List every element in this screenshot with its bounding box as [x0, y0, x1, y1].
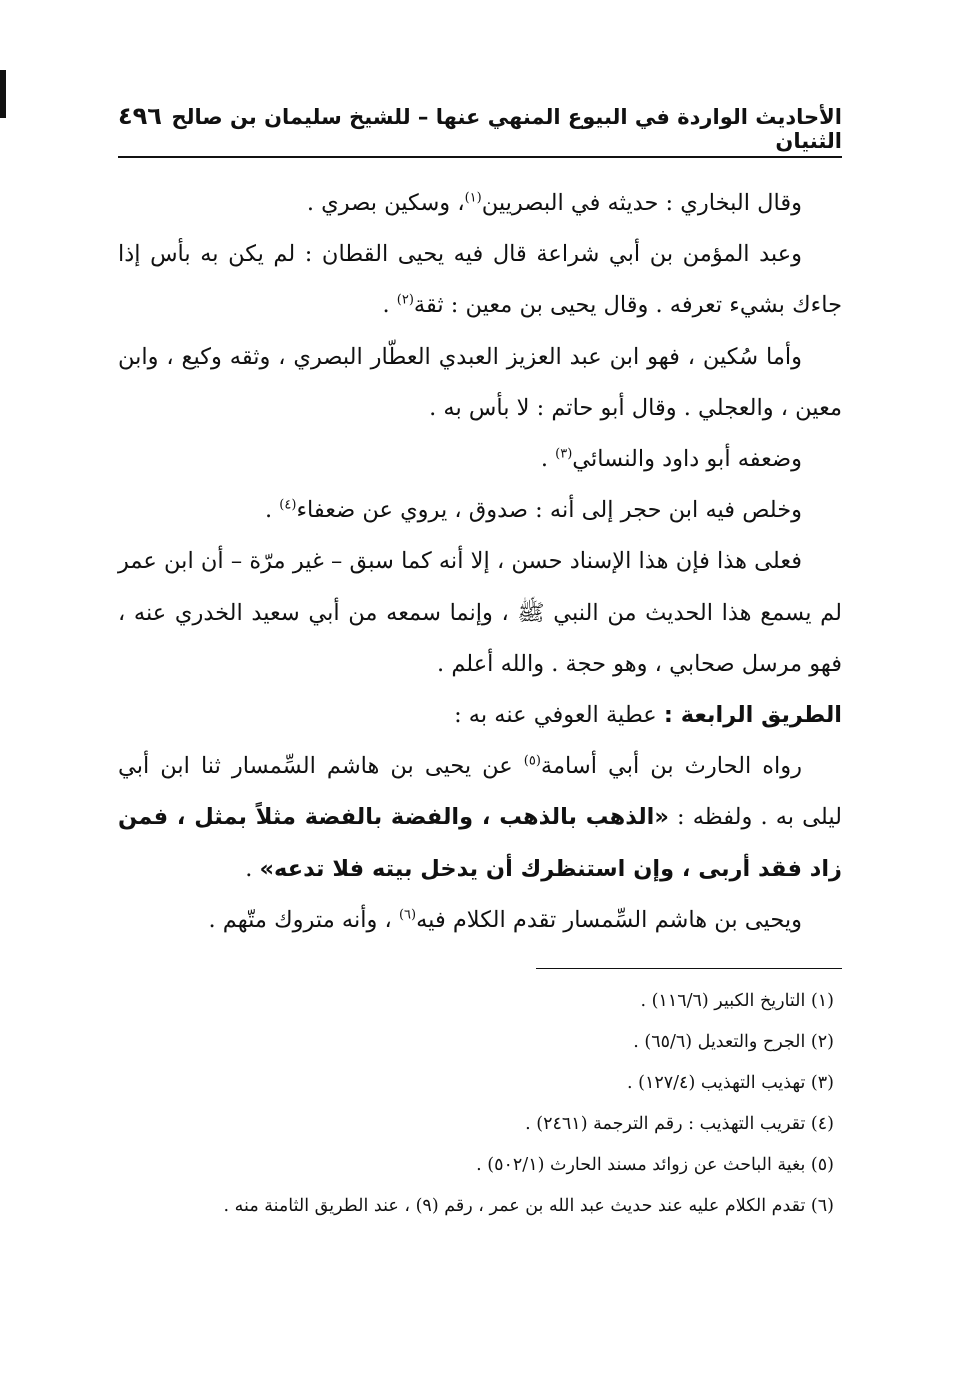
main-text: [118, 178, 842, 946]
footnotes: [118, 981, 842, 1227]
section-lead: الطريق الرابعة :: [663, 702, 842, 729]
footnote-ref-4[interactable]: (٤): [279, 497, 297, 513]
paragraph-text: عطية العوفي عنه به :: [454, 702, 664, 729]
paragraph-text: .: [540, 446, 556, 473]
paragraph-text: عن يحيى بن هاشم السِّمسار ثنا ابن أبي ليلى به . ولفظه :: [118, 753, 842, 831]
paragraph-text: ويحيى بن هاشم السِّمسار تقدم الكلام فيه: [416, 906, 802, 933]
paragraph-text: وضعفه أبو داود والنسائي: [572, 446, 802, 473]
footnote-ref-3[interactable]: (٣): [555, 446, 573, 462]
footnote-5: (٥) بغية الباحث عن زوائد مسند الحارث (٥٠٢/١) .: [476, 1155, 834, 1176]
paragraph-3: وأما سُكين ، فهو ابن عبد العزيز العبدي العطّار البصري ، وثقه وكيع ، وابن معين ، والعجلي . وقال أبو حاتم : لا بأس به .: [118, 343, 842, 421]
paragraph-5: [118, 485, 842, 536]
footnote-2: (٢) الجرح والتعديل (٦٥/٦) .: [633, 1032, 834, 1053]
page-number: ٤٩٦: [118, 102, 162, 130]
footnote-ref-1[interactable]: (١): [464, 190, 482, 206]
footnote-4: (٤) تقريب التهذيب : رقم الترجمة (٢٤٦١) .: [525, 1114, 834, 1135]
paragraph-text: .: [382, 292, 397, 319]
paragraph-7: [118, 690, 842, 741]
paragraph-text: رواه الحارث بن أبي أسامة: [540, 753, 802, 780]
footnote-6: (٦) تقدم الكلام عليه عند حديث عبد الله بن عمر ، رقم (٩) ، عند الطريق الثامنة منه .: [223, 1196, 834, 1217]
page-edge-mark: [0, 70, 6, 118]
footnote-ref-2[interactable]: (٢): [396, 292, 414, 308]
paragraph-text: ، وأنه متروك متّهم .: [208, 906, 399, 933]
hadith-quote: «الذهب بالذهب ، والفضة بالفضة مثلاً بمثل ، فمن زاد فقد أربى ، وإن استنظرك أن يدخل بيته فلا تدعه»: [118, 804, 842, 882]
page-header: [118, 102, 842, 158]
paragraph-2: [118, 229, 842, 331]
paragraph-4: [118, 434, 842, 485]
footnote-ref-6[interactable]: (٦): [398, 907, 417, 923]
paragraph-text: ، وسكين بصري .: [306, 190, 465, 216]
paragraph-6: فعلى هذا فإن هذا الإسناد حسن ، إلا أنه كما سبق – غير مرّة – أن ابن عمر لم يسمع هذا الحديث من النبي ﷺ ، وإنما سمعه من أبي سعيد الخدري عنه ، فهو مرسل صحابي ، وهو حجة . والله أعلم .: [118, 548, 842, 677]
paragraph-text: .: [264, 497, 280, 524]
paragraph-text: .: [245, 855, 260, 882]
footnote-1: (١) التاريخ الكبير (١١٦/٦) .: [640, 991, 834, 1012]
paragraph-1: [118, 178, 842, 229]
footnote-ref-5[interactable]: (٥): [523, 753, 541, 769]
book-page: [118, 102, 842, 1227]
footnote-3: (٣) تهذيب التهذيب (١٢٧/٤) .: [627, 1073, 834, 1094]
running-title: الأحاديث الواردة في البيوع المنهي عنها – للشيخ سليمان بن صالح الثنيان: [171, 105, 842, 153]
paragraph-9: [118, 895, 842, 946]
paragraph-text: وعبد المؤمن بن أبي شراعة قال فيه يحيى القطان : لم يكن به بأس إذا جاءك بشيء تعرفه . وقال يحيى بن معين : ثقة: [118, 241, 842, 319]
paragraph-text: وخلص فيه ابن حجر إلى أنه : صدوق ، يروي عن ضعفاء: [296, 497, 802, 524]
footnote-divider: [536, 968, 842, 969]
paragraph-text: وقال البخاري : حديثه في البصريين: [481, 190, 802, 216]
paragraph-8: [118, 741, 842, 895]
